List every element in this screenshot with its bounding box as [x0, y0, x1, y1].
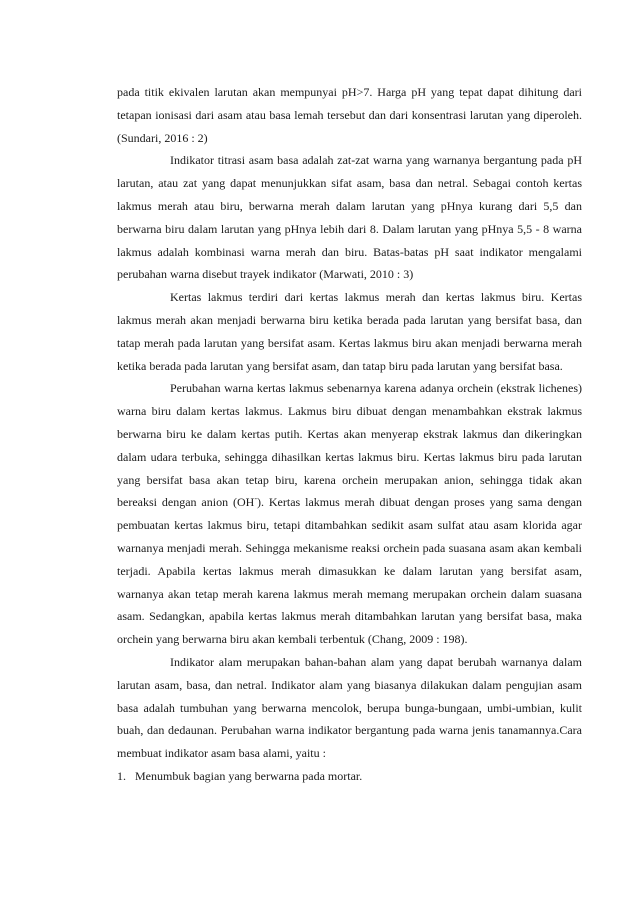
paragraph-natural-indicator: Indikator alam merupakan bahan-bahan alam yang dapat berubah warnanya dalam larutan asam, basa, dan netral. Indikator alam yang biasanya dilakukan dalam pengujian asam basa adalah tumbuhan yang berwarna mencolok, berupa bunga-bungaan, umbi-umbian, kulit buah, dan dedaunan. Perubahan warna indikator bergantung pada warna jenis tanamannya.Cara membuat indikator asam basa alami, yaitu :	[117, 654, 582, 761]
body-text	[117, 81, 582, 788]
paragraph-continuation: pada titik ekivalen larutan akan mempunyai pH>7. Harga pH yang tepat dapat dihitung dari tetapan ionisasi dari asam atau basa lemah tersebut dan dari konsentrasi larutan yang diperoleh. (Sundari, 2016 : 2)	[117, 85, 582, 145]
paragraph-litmus-color-change-part-1: Perubahan warna kertas lakmus sebenarnya karena adanya orchein (ekstrak lichenes) warna biru dalam kertas lakmus. Lakmus biru dibuat dengan menambahkan ekstrak lakmus berwarna biru ke dalam kertas putih. Kertas akan menyerap ekstrak lakmus dan dikeringkan dalam udara terbuka, sehingga dihasilkan kertas lakmus biru. Kertas lakmus biru pada larutan yang bersifat basa akan tetap biru, karena orchein merupakan anion, sehingga tidak akan bereaksi dengan anion (OH	[117, 381, 582, 510]
paragraph-litmus-paper: Kertas lakmus terdiri dari kertas lakmus merah dan kertas lakmus biru. Kertas lakmus merah akan menjadi berwarna biru ketika berada pada larutan yang bersifat basa, dan tatap merah pada larutan yang bersifat asam. Kertas lakmus biru akan menjadi berwarna merah ketika berada pada larutan yang bersifat asam, dan tatap biru pada larutan yang bersifat basa.	[117, 290, 582, 373]
paragraph-indicator-titration: Indikator titrasi asam basa adalah zat-zat warna yang warnanya bergantung pada pH larutan, atau zat yang dapat menunjukkan sifat asam, basa dan netral. Sebagai contoh kertas lakmus merah atau biru, berwarna merah dalam larutan yang pHnya kurang dari 5,5 dan berwarna biru dalam larutan yang pHnya lebih dari 8. Dalam larutan yang pHnya 5,5 - 8 warna lakmus adalah kombinasi warna merah dan biru. Batas-batas pH saat indikator mengalami perubahan warna disebut trayek indikator (Marwati, 2010 : 3)	[117, 153, 582, 282]
list-item-step-1: 1. Menumbuk bagian yang berwarna pada mortar.	[117, 768, 363, 783]
superscript-minus: -	[254, 494, 257, 504]
paragraph-litmus-color-change-part-2: ). Kertas lakmus merah dibuat dengan proses yang sama dengan pembuatan kertas lakmus biru, tetapi ditambahkan sedikit asam sulfat atau asam klorida agar warnanya menjadi merah. Sehingga mekanisme reaksi orchein pada suasana asam akan kembali terjadi. Apabila kertas lakmus merah dimasukkan ke dalam larutan yang bersifat asam, warnanya akan tetap merah karena lakmus merah memang merupakan orchein dalam suasana asam. Sedangkan, apabila kertas lakmus merah ditambahkan larutan yang bersifat basa, maka orchein yang berwarna biru akan kembali terbentuk (Chang, 2009 : 198).	[117, 495, 583, 647]
paragraph-litmus-color-change	[117, 377, 582, 651]
